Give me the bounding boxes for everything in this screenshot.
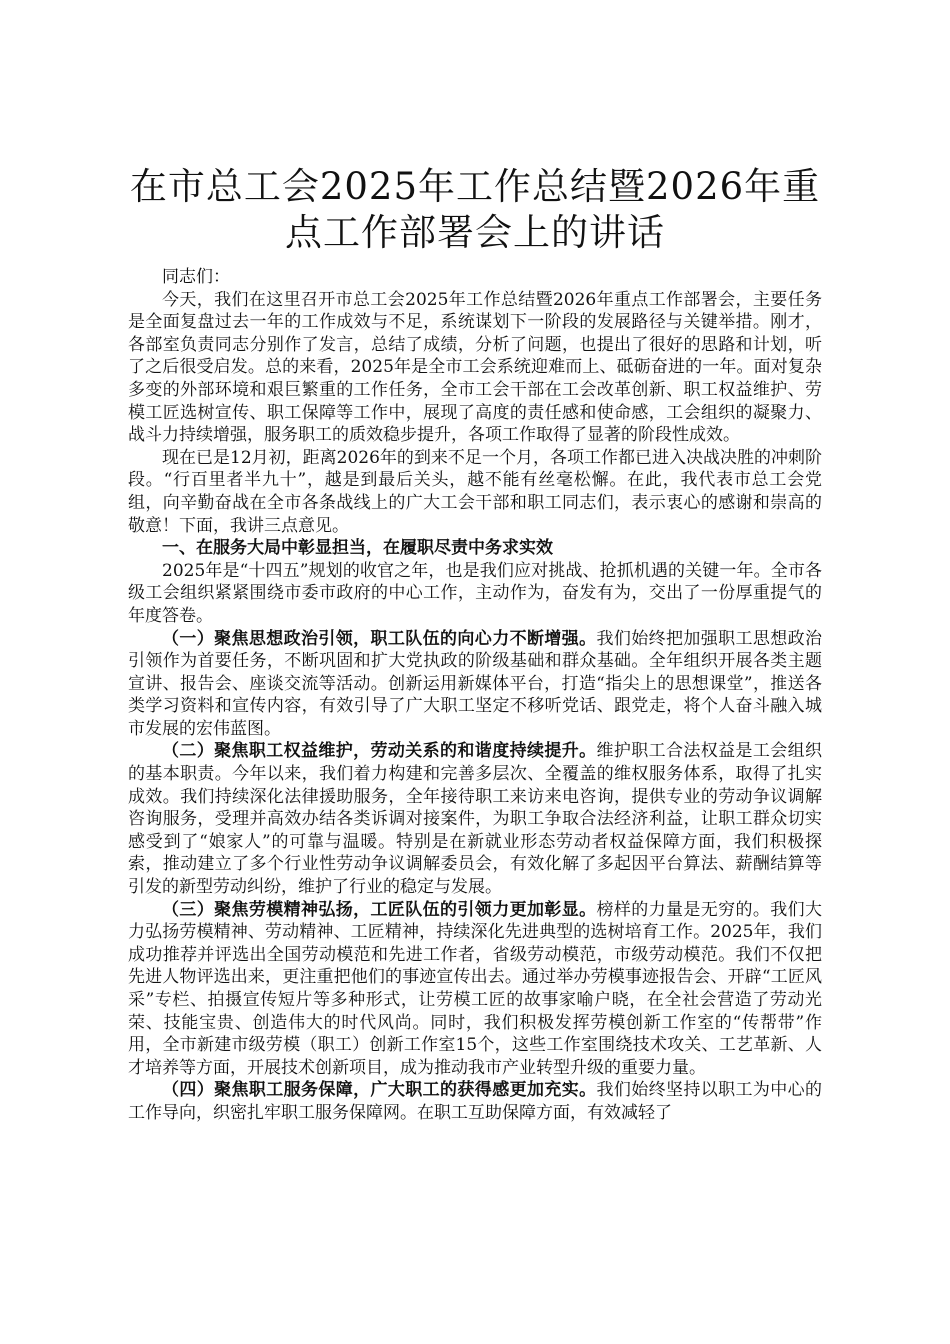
section-intro: 2025年是“十四五”规划的收官之年，也是我们应对挑战、抢抓机遇的关键一年。全市各级工会组织紧紧围绕市委市政府的中心工作，主动作为，奋发有为，交出了一份厚重提气的年度答卷。	[128, 560, 822, 626]
subsection-text: 榜样的力量是无穷的。我们大力弘扬劳模精神、劳动精神、工匠精神，持续深化先进典型的选树培育工作。2025年，我们成功推荐并评选出全国劳动模范和先进工作者，省级劳动模范，市级劳动模范。我们不仅把先进人物评选出来，更注重把他们的事迹宣传出去。通过举办劳模事迹报告会、开辟“工匠风采”专栏、拍摄宣传短片等多种形式，让劳模工匠的故事家喻户晓，在全社会营造了劳动光荣、技能宝贵、创造伟大的时代风尚。同时，我们积极发挥劳模创新工作室的“传帮带”作用，全市新建市级劳模（职工）创新工作室15个，这些工作室围绕技术攻关、工艺革新、人才培养等方面，开展技术创新项目，成为推动我市产业转型升级的重要力量。	[128, 899, 823, 1078]
subsection-paragraph	[128, 899, 822, 1080]
subsection-paragraph	[128, 740, 822, 898]
subsection-lead: （三）聚焦劳模精神弘扬，工匠队伍的引领力更加彰显。	[162, 899, 597, 920]
subsection-text: 维护职工合法权益是工会组织的基本职责。今年以来，我们着力构建和完善多层次、全覆盖的维权服务体系，取得了扎实成效。我们持续深化法律援助服务，全年接待职工来访来电咨询，提供专业的劳动争议调解咨询服务，受理并高效办结各类诉调对接案件，为职工争取合法经济利益，让职工群众切实感受到了“娘家人”的可靠与温暖。特别是在新就业形态劳动者权益保障方面，我们积极探索，推动建立了多个行业性劳动争议调解委员会，有效化解了多起因平台算法、薪酬结算等引发的新型劳动纠纷，维护了行业的稳定与发展。	[128, 741, 823, 898]
subsection-text: 我们始终把加强职工思想政治引领作为首要任务，不断巩固和扩大党执政的阶级基础和群众基础。全年组织开展各类主题宣讲、报告会、座谈交流等活动。创新运用新媒体平台，打造“指尖上的思想课堂”，推送各类学习资料和宣传内容，有效引导了广大职工坚定不移听党话、跟党走，将个人奋斗融入城市发展的宏伟蓝图。	[128, 628, 823, 739]
subsection-lead: （四）聚焦职工服务保障，广大职工的获得感更加充实。	[162, 1080, 597, 1101]
subsection-paragraph	[128, 628, 822, 741]
section-heading: 一、在服务大局中彰显担当，在履职尽责中务求实效	[162, 538, 553, 559]
document-body	[128, 266, 822, 1125]
subsection-lead: （二）聚焦职工权益维护，劳动关系的和谐度持续提升。	[162, 741, 597, 762]
subsection-lead: （一）聚焦思想政治引领，职工队伍的向心力不断增强。	[162, 628, 597, 649]
salutation: 同志们：	[162, 267, 230, 287]
body-paragraph: 今天，我们在这里召开市总工会2025年工作总结暨2026年重点工作部署会，主要任务是全面复盘过去一年的工作成效与不足，系统谋划下一阶段的发展路径与关键举措。刚才，各部室负责同志分别作了发言，总结了成绩，分析了问题，也提出了很好的思路和计划，听了之后很受启发。总的来看，2025年是全市工会系统迎难而上、砥砺奋进的一年。面对复杂多变的外部环境和艰巨繁重的工作任务，全市工会干部在工会改革创新、职工权益维护、劳模工匠选树宣传、职工保障等工作中，展现了高度的责任感和使命感，工会组织的凝聚力、战斗力持续增强，服务职工的质效稳步提升，各项工作取得了显著的阶段性成效。	[128, 289, 822, 446]
subsection-text: 我们始终坚持以职工为中心的工作导向，织密扎牢职工服务保障网。在职工互助保障方面，有效减轻了	[128, 1080, 823, 1123]
body-paragraph: 现在已是12月初，距离2026年的到来不足一个月，各项工作都已进入决战决胜的冲刺阶段。“行百里者半九十”，越是到最后关头，越不能有丝毫松懈。在此，我代表市总工会党组，向辛勤奋战在全市各条战线上的广大工会干部和职工同志们，表示衷心的感谢和崇高的敬意！下面，我讲三点意见。	[128, 447, 822, 536]
subsection-paragraph	[128, 1079, 822, 1124]
document-title: 在市总工会2025年工作总结暨2026年重点工作部署会上的讲话	[129, 165, 821, 254]
